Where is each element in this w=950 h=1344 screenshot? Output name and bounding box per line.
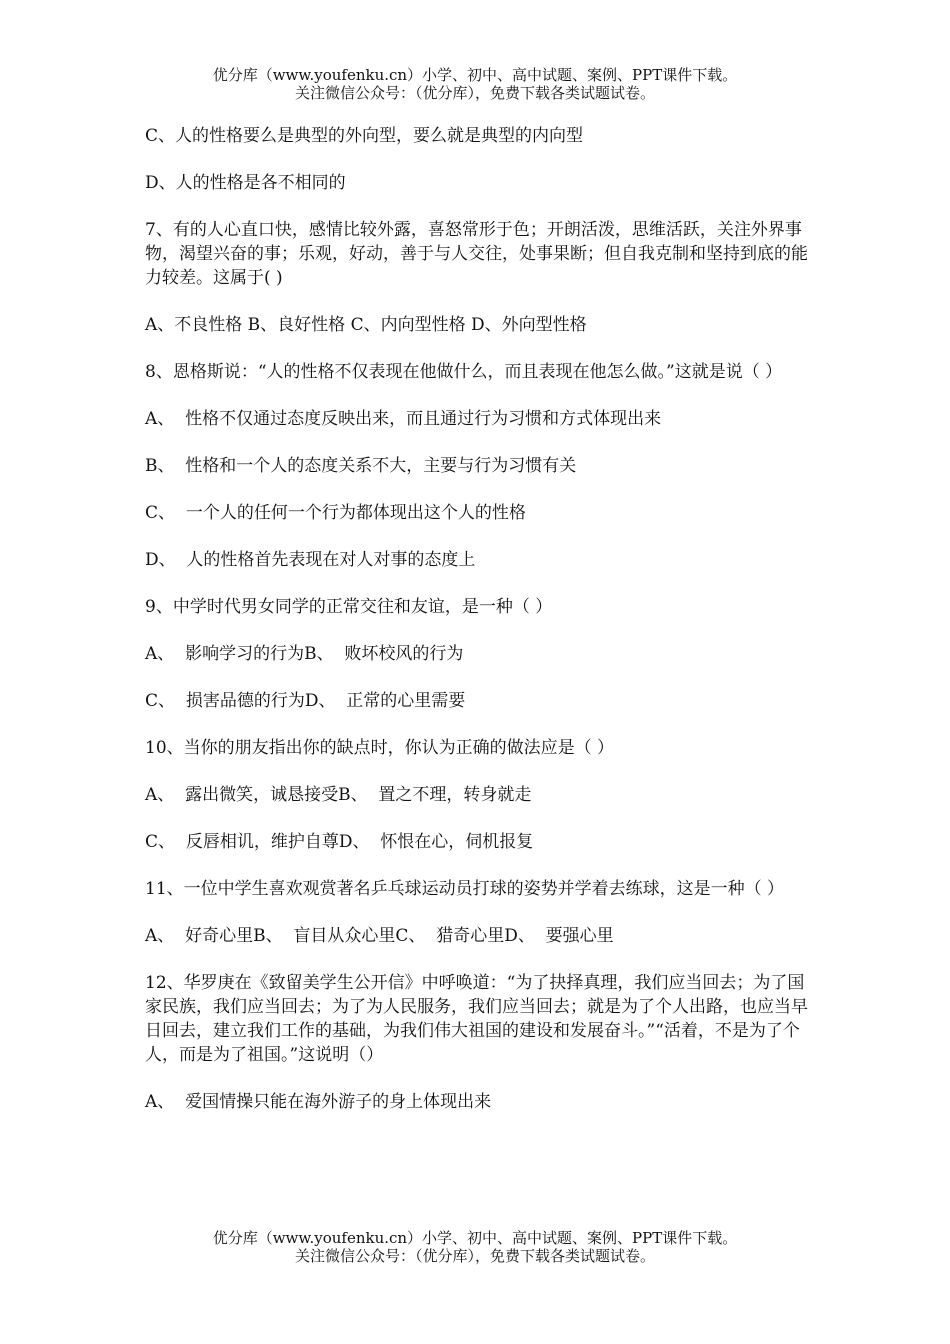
paragraph: A、 露出微笑，诚恳接受B、 置之不理，转身就走 xyxy=(145,785,532,805)
paragraph: B、 性格和一个人的态度关系不大，主要与行为习惯有关 xyxy=(145,456,577,476)
header-line-2: 关注微信公众号：（优分库），免费下载各类试题试卷。 xyxy=(294,84,655,102)
document-body xyxy=(145,124,810,1137)
paragraph: D、人的性格是各不相同的 xyxy=(145,173,346,193)
paragraph: 12、华罗庚在《致留美学生公开信》中呼唤道：“为了抉择真理，我们应当回去；为了国家民族，我们应当回去；为了为人民服务，我们应当回去；就是为了个人出路，也应当早日回去，建立我们工作的基础，为我们伟大祖国的建设和发展奋斗。”“活着，不是为了个人，而是为了祖国。”这说明（） xyxy=(145,973,808,1065)
paragraph: 9、中学时代男女同学的正常交往和友谊，是一种（ ） xyxy=(145,597,553,617)
paragraph: 7、有的人心直口快，感情比较外露，喜怒常形于色；开朗活泼，思维活跃，关注外界事物，渴望兴奋的事；乐观，好动，善于与人交往，处事果断；但自我克制和坚持到底的能力较差。这属于( ) xyxy=(145,220,808,288)
paragraph: A、 影响学习的行为B、 败坏校风的行为 xyxy=(145,644,464,664)
paragraph: 11、一位中学生喜欢观赏著名乒乓球运动员打球的姿势并学着去练球，这是一种（ ） xyxy=(145,879,785,899)
header-line-1: 优分库（www.youfenku.cn）小学、初中、高中试题、案例、PPT课件下载。 xyxy=(212,66,738,84)
paragraph: C、 反唇相讥，维护自尊D、 怀恨在心，伺机报复 xyxy=(145,832,534,852)
paragraph: 10、当你的朋友指出你的缺点时，你认为正确的做法应是（ ） xyxy=(145,738,615,758)
footer-line-2: 关注微信公众号：（优分库），免费下载各类试题试卷。 xyxy=(294,1247,655,1265)
paragraph: C、 损害品德的行为D、 正常的心里需要 xyxy=(145,691,466,711)
page-header xyxy=(0,66,950,102)
paragraph: A、 性格不仅通过态度反映出来，而且通过行为习惯和方式体现出来 xyxy=(145,409,662,429)
paragraph: A、 爱国情操只能在海外游子的身上体现出来 xyxy=(145,1092,492,1112)
paragraph: 8、恩格斯说：“人的性格不仅表现在他做什么，而且表现在他怎么做。”这就是说（ ） xyxy=(145,362,783,382)
paragraph: A、不良性格 B、良好性格 C、内向型性格 D、外向型性格 xyxy=(145,315,587,335)
paragraph: D、 人的性格首先表现在对人对事的态度上 xyxy=(145,550,476,570)
paragraph: C、人的性格要么是典型的外向型，要么就是典型的内向型 xyxy=(145,126,584,146)
page-footer xyxy=(0,1229,950,1265)
paragraph: C、 一个人的任何一个行为都体现出这个人的性格 xyxy=(145,503,526,523)
paragraph: A、 好奇心里B、 盲目从众心里C、 猎奇心里D、 要强心里 xyxy=(145,926,614,946)
footer-line-1: 优分库（www.youfenku.cn）小学、初中、高中试题、案例、PPT课件下载。 xyxy=(212,1229,738,1247)
